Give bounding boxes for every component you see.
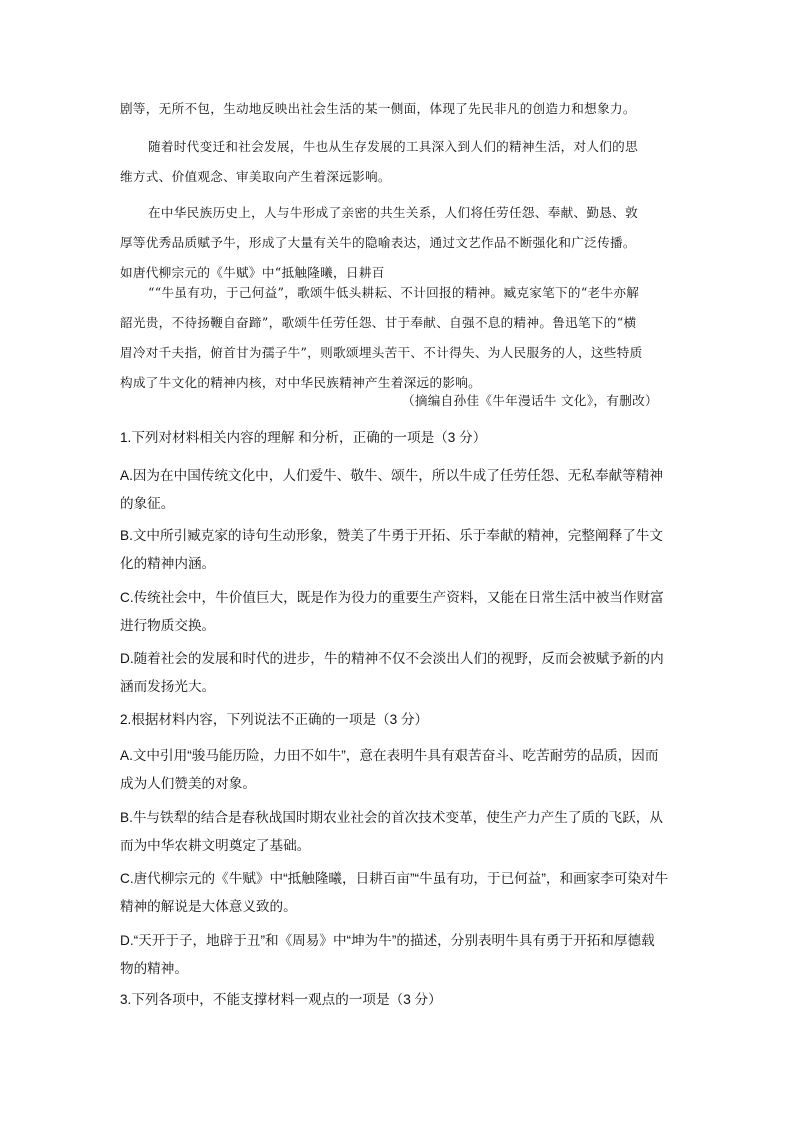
question-1-option-d[interactable]: D.随着社会的发展和时代的进步，牛的精神不仅不会淡出人们的视野，反而会被赋予新的内 涵而发扬光大。 — [120, 651, 664, 694]
question-3-title: 3.下列各项中，不能支撑材料一观点的一项是（3 分） — [120, 992, 442, 1007]
passage-line: 眉冷对千夫指，俯首甘为孺子牛”，则歌颂埋头苦干、不计得失、为人民服务的人，这些特质 — [120, 345, 643, 360]
passage-line: 厚等优秀品质赋予牛，形成了大量有关牛的隐喻表达，通过文艺作品不断强化和广泛传播。 — [120, 235, 636, 250]
passage-paragraph-2 — [120, 132, 638, 192]
passage-paragraph-1 — [120, 94, 636, 124]
passage-line: 随着时代变迁和社会发展，牛也从生存发展的工具深入到人们的精神生活，对人们的思 — [148, 139, 638, 154]
passage-line: 剧等，无所不包，生动地反映出社会生活的某一侧面，体现了先民非凡的创造力和想象力。 — [120, 101, 636, 116]
passage-line: 在中华民族历史上，人与牛形成了亲密的共生关系，人们将任劳任怨、奉献、勤恳、敦 — [148, 205, 638, 220]
question-2-option-c[interactable]: C.唐代柳宗元的《牛赋》中“抵触隆曦，日耕百亩”“牛虽有功，于已何益”，和画家李可染对牛 精神的解说是大体意义致的。 — [120, 871, 669, 914]
passage-line: 构成了牛文化的精神内核，对中华民族精神产生着深远的影响。 — [120, 375, 482, 390]
question-2-option-a[interactable]: A.文中引用“骏马能历险，力田不如牛”，意在表明牛具有艰苦奋斗、吃苦耐劳的品质，因而 成为人们赞美的对象。 — [120, 748, 659, 791]
question-1-title: 1.下列对材料相关内容的理解 和分析，正确的一项是（3 分） — [120, 430, 487, 445]
question-2-title: 2.根据材料内容，下列说法不正确的一项是（3 分） — [120, 712, 429, 727]
passage-line: 如唐代柳宗元的《牛赋》中“抵触隆曦，日耕百 — [120, 265, 385, 280]
passage-line: 韶光贵，不待扬鞭自奋蹄”，歌颂牛任劳任怨、甘于奉献、自强不息的精神。鲁迅笔下的“横 — [120, 315, 637, 330]
passage-line: 维方式、价值观念、审美取向产生着深远影响。 — [120, 169, 391, 184]
question-1-option-c[interactable]: C.传统社会中，牛价值巨大，既是作为役力的重要生产资料，又能在日常生活中被当作财富 进行物质交换。 — [120, 590, 664, 633]
question-1-option-a[interactable]: A.因为在中国传统文化中，人们爱牛、敬牛、颂牛，所以牛成了任劳任怨、无私奉献等精神 的象征。 — [120, 468, 663, 511]
question-1-option-b[interactable]: B.文中所引臧克家的诗句生动形象，赞美了牛勇于开拓、乐于奉献的精神，完整阐释了牛文 化的精神内涵。 — [120, 528, 663, 571]
question-2-option-d[interactable]: D.“天开于子，地辟于丑”和《周易》中“坤为牛”的描述，分别表明牛具有勇于开拓和厚德载 物的精神。 — [120, 933, 655, 976]
passage-line: ““牛虽有功，于己何益”，歌颂牛低头耕耘、不计回报的精神。臧克家笔下的“老牛亦解 — [148, 285, 640, 300]
passage-paragraph-3 — [120, 198, 638, 288]
passage-paragraph-4 — [120, 278, 643, 398]
question-2-option-b[interactable]: B.牛与铁犁的结合是春秋战国时期农业社会的首次技术变革，使生产力产生了质的飞跃，从 而为中华农耕文明奠定了基础。 — [120, 810, 663, 853]
passage-source-citation: （摘编自孙佳《牛年漫话牛 文化》，有删改） — [402, 393, 658, 408]
